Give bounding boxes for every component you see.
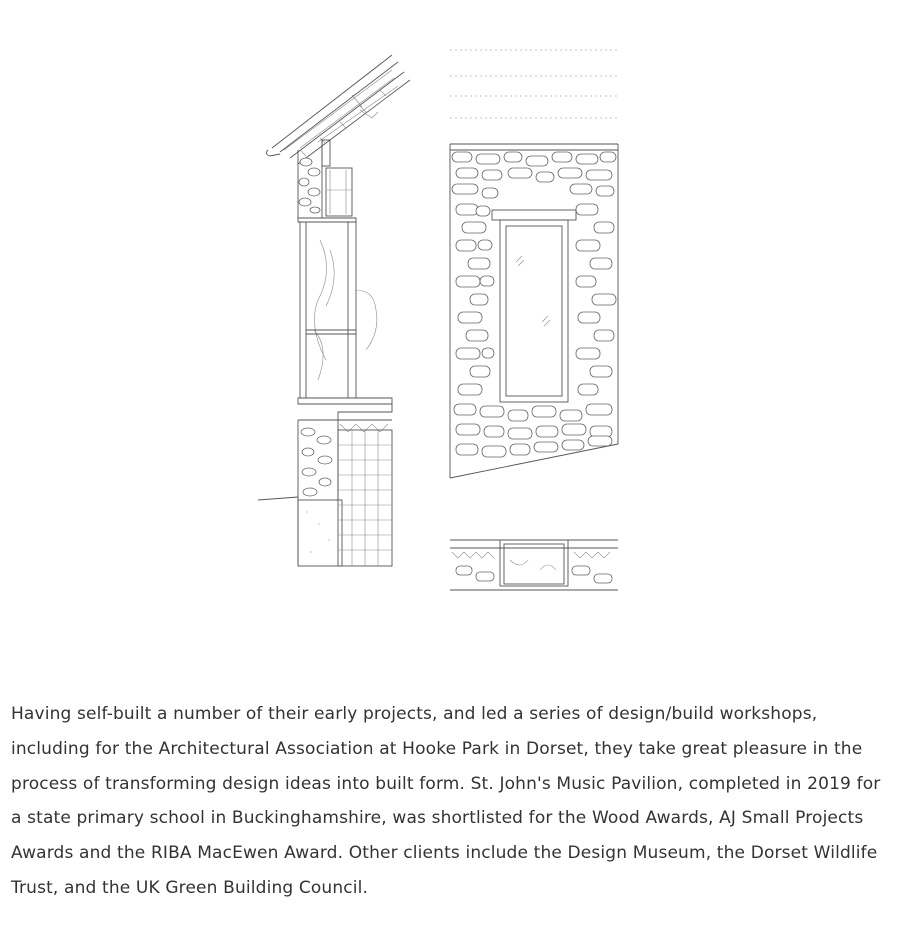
- caption-paragraph: Having self-built a number of their early projects, and led a series of design/build workshops, including for the Architectural Association at Hooke Park in Dorset, they take great pleasure in the process of transforming design ideas into built form. St. John's Music Pavilion, completed in 2019 for a state primary school in Buckinghamshire, was shortlisted for the Wood Awards, AJ Small Projects Awards and the RIBA MacEwen Award. Other clients include the Design Museum, the Dorset Wildlife Trust, and the UK Green Building Council.: [11, 704, 881, 898]
- lower-stone-wall: [258, 420, 342, 566]
- window-elevation-drawing: [450, 50, 618, 478]
- wall-section-drawing: [258, 55, 410, 566]
- lattice-infill: [338, 430, 392, 566]
- window-plan-drawing: [450, 540, 618, 590]
- timber-panel: [298, 218, 377, 398]
- window-opening: [492, 210, 576, 402]
- stone-pattern: [452, 152, 616, 457]
- upper-stone-wall: [298, 140, 352, 218]
- roof-section: [266, 55, 410, 164]
- floor-plinth: [298, 398, 392, 432]
